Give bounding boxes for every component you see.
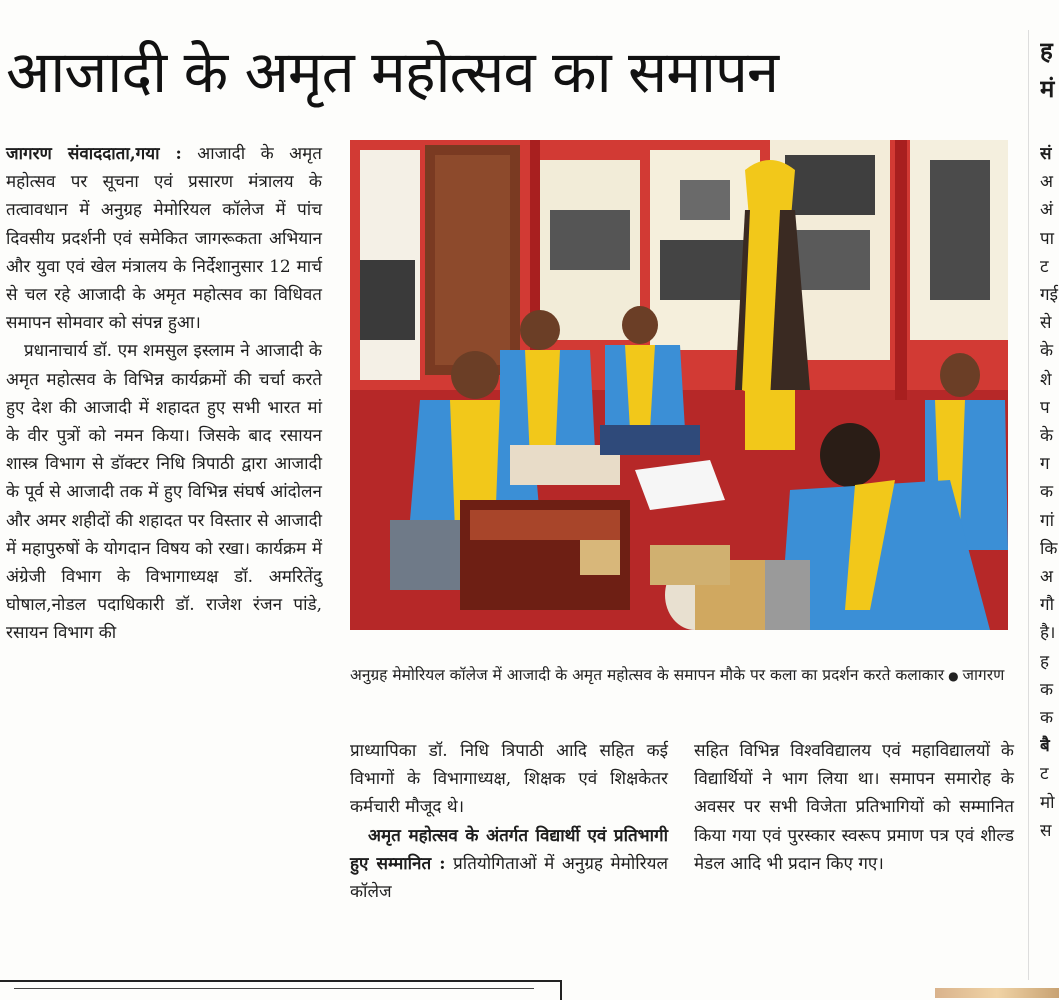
adjacent-headline-fragment <box>1040 32 1059 108</box>
drummer-head <box>820 423 880 487</box>
door-panel <box>435 155 510 365</box>
paragraph-text: प्रतियोगिताओं में अनुग्रह मेमोरियल कॉलेज <box>350 853 668 903</box>
adjacent-line: अ <box>1040 172 1053 193</box>
adjacent-line: गां <box>1040 510 1054 531</box>
photo-illustration <box>350 140 1008 630</box>
byline: जागरण संवाददाता,गया : <box>6 144 182 164</box>
adjacent-line: ट <box>1040 256 1049 277</box>
adjacent-line: क <box>1040 482 1054 503</box>
adjacent-line: है। <box>1040 623 1056 644</box>
subheading: अमृत महोत्सव के अंतर्गत विद्यार्थी एवं प्रतिभागी हुए सम्मानित : <box>350 825 668 874</box>
exhibit-photo <box>550 210 630 270</box>
musician-scarf <box>525 350 560 460</box>
article-paragraph-4 <box>350 822 668 907</box>
article-paragraph-1 <box>6 140 322 337</box>
adjacent-line: के <box>1040 341 1054 362</box>
adjacent-line: ह <box>1040 651 1050 672</box>
adjacent-line: गई <box>1040 285 1058 306</box>
adjacent-line: सं <box>1040 144 1052 164</box>
bullet-icon: ● <box>948 669 959 683</box>
article-paragraph-2: प्रधानाचार्य डॉ. एम शमसुल इस्लाम ने आजादी के अमृत महोत्सव के विभिन्न कार्यक्रमों की चर्चा करते हुए देश की आजादी में शहादत हुए सभी भारत मां के वीर पुत्रों को नमन किया। जिसके बाद रसायन शास्त्र विभाग से डॉक्टर निधि त्रिपाठी द्वारा आजादी के पूर्व से आजादी तक में हुए विभिन्न संघर्ष आंदोलन और अमर शहीदों की शहादत पर विस्तार से आजादी में महापुरुषों के योगदान विषय को रखा। कार्यक्रम में अंग्रेजी विभाग के विभागाध्यक्ष डॉ. अमरितेंदु घोषाल,नोडल पदाधिकारी डॉ. राजेश रंजन पांडे, रसायन विभाग की <box>6 341 322 644</box>
article-paragraph-3: प्राध्यापिका डॉ. निधि त्रिपाठी आदि सहित कई विभागों के विभागाध्यक्ष, शिक्षक एवं शिक्षकेतर कर्मचारी मौजूद थे। <box>350 741 668 818</box>
next-article-image <box>935 988 1059 998</box>
adjacent-line: स <box>1040 820 1052 841</box>
article-column-2 <box>350 737 668 906</box>
exhibit-photo <box>660 240 750 300</box>
adjacent-line: क <box>1040 708 1054 729</box>
caption-text: अनुग्रह मेमोरियल कॉलेज में आजादी के अमृत महोत्सव के समापन मौके पर कला का प्रदर्शन करते कलाकार <box>350 666 945 684</box>
article-column-3 <box>694 737 1014 878</box>
musician-jeans <box>600 425 700 455</box>
adjacent-line: गौ <box>1040 595 1054 616</box>
adjacent-line: क <box>1040 679 1054 700</box>
next-article-border <box>0 980 562 1000</box>
paragraph-text: आजादी के अमृत महोत्सव पर सूचना एवं प्रसारण मंत्रालय के तत्वावधान में अनुग्रह मेमोरियल कॉलेज में पांच दिवसीय प्रदर्शनी एवं समेकित जागरूकता अभियान और युवा एवं खेल मंत्रालय के निर्देशानुसार 12 मार्च से चल रहे आजादी के अमृत महोत्सव का विधिवत समापन सोमवार को संपन्न हुआ। <box>6 144 322 334</box>
singer-legs <box>745 390 795 450</box>
adjacent-headline-line: मं <box>1040 75 1055 103</box>
harmonium-keys <box>470 510 620 540</box>
adjacent-line: ट <box>1040 764 1049 785</box>
adjacent-line: कि <box>1040 538 1058 559</box>
musician-head <box>940 353 980 397</box>
floor-mat <box>650 545 730 585</box>
next-article-rule <box>14 988 534 989</box>
musician-head <box>520 310 560 350</box>
exhibit-photo <box>790 230 870 290</box>
musician-scarf <box>625 345 655 430</box>
headline: आजादी के अमृत महोत्सव का समापन <box>6 38 779 106</box>
adjacent-article-fragment <box>1040 140 1059 845</box>
adjacent-headline-line: ह <box>1040 37 1053 65</box>
adjacent-line: अं <box>1040 200 1053 221</box>
adjacent-line: शे <box>1040 369 1052 390</box>
adjacent-line: ग <box>1040 454 1050 475</box>
adjacent-line: से <box>1040 313 1052 334</box>
exhibit-photo <box>360 260 415 340</box>
exhibit-photo <box>930 160 990 300</box>
adjacent-line: मो <box>1040 792 1055 813</box>
photo-credit: जागरण <box>962 666 1005 684</box>
exhibit-photo <box>680 180 730 220</box>
exhibit-photo <box>785 155 875 215</box>
adjacent-line: बै <box>1040 736 1050 757</box>
article-column-1 <box>6 140 322 648</box>
article-paragraph-5: सहित विभिन्न विश्वविद्यालय एवं महाविद्यालयों के विद्यार्थियों ने भाग लिया था। समापन समारोह के अवसर पर सभी विजेता प्रतिभागियों को सम्मानित किया गया एवं पुरस्कार स्वरूप प्रमाण पत्र एवं शील्ड मेडल आदि भी प्रदान किए गए। <box>694 741 1014 874</box>
pillar <box>895 140 907 400</box>
adjacent-line: अ <box>1040 567 1053 588</box>
column-divider <box>1028 30 1029 980</box>
musician-head <box>451 351 499 399</box>
article-photo <box>350 140 1008 630</box>
adjacent-line: पा <box>1040 228 1055 249</box>
adjacent-line: के <box>1040 426 1054 447</box>
adjacent-line: प <box>1040 397 1050 418</box>
musician-head <box>622 306 658 344</box>
photo-caption <box>350 662 1010 689</box>
harmonium-plate <box>580 540 620 575</box>
